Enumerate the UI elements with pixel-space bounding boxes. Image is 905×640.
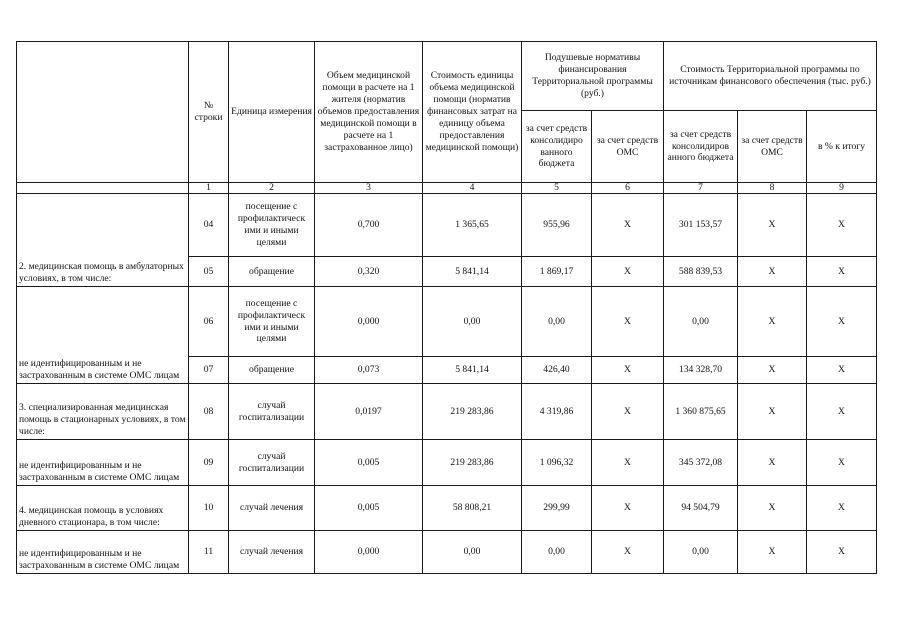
cell-budget-cost: 134 328,70 bbox=[664, 357, 738, 384]
cell-budget-per-capita: 0,00 bbox=[522, 531, 592, 574]
cell-cost-unit: 1 365,65 bbox=[423, 194, 522, 257]
header-empty bbox=[17, 42, 189, 183]
cell-volume: 0,000 bbox=[315, 531, 423, 574]
cell-budget-cost: 301 153,57 bbox=[664, 194, 738, 257]
row-number: 09 bbox=[189, 440, 229, 486]
row-unit: случай лечения bbox=[229, 531, 315, 574]
header-consolidated-budget-5: за счет средств консолидиро ванного бюджета bbox=[522, 111, 592, 183]
cell-budget-cost: 0,00 bbox=[664, 531, 738, 574]
cell-percent: X bbox=[807, 287, 877, 357]
cell-cost-unit: 5 841,14 bbox=[423, 257, 522, 287]
cell-budget-cost: 94 504,79 bbox=[664, 486, 738, 531]
header-oms-6: за счет средств ОМС bbox=[592, 111, 664, 183]
index-cell: 9 bbox=[807, 183, 877, 194]
header-program-cost: Стоимость Территориальной программы по источникам финансового обеспечения (тыс. руб.) bbox=[664, 42, 877, 111]
index-cell: 2 bbox=[229, 183, 315, 194]
row-unit: обращение bbox=[229, 357, 315, 384]
cell-percent: X bbox=[807, 440, 877, 486]
cell-percent: X bbox=[807, 194, 877, 257]
table-row bbox=[17, 287, 877, 357]
cell-oms-cost: X bbox=[738, 384, 807, 440]
cell-oms-cost: X bbox=[738, 440, 807, 486]
cell-budget-cost: 345 372,08 bbox=[664, 440, 738, 486]
row-description: 2. медицинская помощь в амбулаторных условиях, в том числе: bbox=[17, 194, 189, 287]
row-unit: обращение bbox=[229, 257, 315, 287]
index-cell: 6 bbox=[592, 183, 664, 194]
table-row bbox=[17, 531, 877, 574]
row-number: 04 bbox=[189, 194, 229, 257]
table-row bbox=[17, 384, 877, 440]
row-number: 05 bbox=[189, 257, 229, 287]
cell-oms-cost: X bbox=[738, 357, 807, 384]
cell-budget-per-capita: 1 869,17 bbox=[522, 257, 592, 287]
cell-cost-unit: 0,00 bbox=[423, 531, 522, 574]
cell-volume: 0,700 bbox=[315, 194, 423, 257]
column-index-row bbox=[17, 183, 877, 194]
cell-percent: X bbox=[807, 531, 877, 574]
cell-budget-per-capita: 0,00 bbox=[522, 287, 592, 357]
row-number: 11 bbox=[189, 531, 229, 574]
cell-oms-cost: X bbox=[738, 194, 807, 257]
row-description: 4. медицинская помощь в условиях дневного стационара, в том числе: bbox=[17, 486, 189, 531]
row-number: 07 bbox=[189, 357, 229, 384]
cell-budget-per-capita: 955,96 bbox=[522, 194, 592, 257]
row-unit: посещение с профилактическ ими и иными целями bbox=[229, 287, 315, 357]
cell-budget-per-capita: 426,40 bbox=[522, 357, 592, 384]
cell-cost-unit: 5 841,14 bbox=[423, 357, 522, 384]
row-description: не идентифицированным и не застрахованным в системе ОМС лицам bbox=[17, 287, 189, 384]
row-number: 10 bbox=[189, 486, 229, 531]
cell-volume: 0,073 bbox=[315, 357, 423, 384]
cell-volume: 0,000 bbox=[315, 287, 423, 357]
header-cost-unit: Стоимость единицы объема медицинской помощи (норматив финансовых затрат на единицу объема предоставления медицинской помощи) bbox=[423, 42, 522, 183]
cell-cost-unit: 219 283,86 bbox=[423, 440, 522, 486]
cell-budget-per-capita: 299,99 bbox=[522, 486, 592, 531]
cell-cost-unit: 0,00 bbox=[423, 287, 522, 357]
row-unit: случай лечения bbox=[229, 486, 315, 531]
row-description: 3. специализированная медицинская помощь в стационарных условиях, в том числе: bbox=[17, 384, 189, 440]
cell-oms-cost: X bbox=[738, 486, 807, 531]
cell-oms-cost: X bbox=[738, 287, 807, 357]
cell-percent: X bbox=[807, 384, 877, 440]
header-row-no: № строки bbox=[189, 42, 229, 183]
cell-budget-cost: 0,00 bbox=[664, 287, 738, 357]
cell-oms-cost: X bbox=[738, 531, 807, 574]
index-cell: 5 bbox=[522, 183, 592, 194]
budget-table bbox=[16, 41, 877, 574]
table-row bbox=[17, 486, 877, 531]
index-cell-empty bbox=[17, 183, 189, 194]
cell-oms-per-capita: X bbox=[592, 257, 664, 287]
header-percent: в % к итогу bbox=[807, 111, 877, 183]
cell-budget-per-capita: 1 096,32 bbox=[522, 440, 592, 486]
cell-budget-cost: 588 839,53 bbox=[664, 257, 738, 287]
cell-oms-per-capita: X bbox=[592, 357, 664, 384]
cell-oms-per-capita: X bbox=[592, 440, 664, 486]
cell-oms-per-capita: X bbox=[592, 194, 664, 257]
row-number: 06 bbox=[189, 287, 229, 357]
row-unit: случай госпитализации bbox=[229, 440, 315, 486]
row-unit: посещение с профилактическ ими и иными целями bbox=[229, 194, 315, 257]
cell-volume: 0,005 bbox=[315, 440, 423, 486]
header-consolidated-budget-7: за счет средств консолидиров анного бюджета bbox=[664, 111, 738, 183]
index-cell: 3 bbox=[315, 183, 423, 194]
header-oms-8: за счет средств ОМС bbox=[738, 111, 807, 183]
cell-percent: X bbox=[807, 486, 877, 531]
row-number: 08 bbox=[189, 384, 229, 440]
table-row bbox=[17, 194, 877, 257]
cell-budget-per-capita: 4 319,86 bbox=[522, 384, 592, 440]
cell-percent: X bbox=[807, 357, 877, 384]
cell-oms-cost: X bbox=[738, 257, 807, 287]
cell-oms-per-capita: X bbox=[592, 486, 664, 531]
cell-oms-per-capita: X bbox=[592, 531, 664, 574]
cell-oms-per-capita: X bbox=[592, 287, 664, 357]
table-row bbox=[17, 440, 877, 486]
index-cell: 1 bbox=[189, 183, 229, 194]
index-cell: 8 bbox=[738, 183, 807, 194]
header-per-capita: Подушевые нормативы финансирования Территориальной программы (руб.) bbox=[522, 42, 664, 111]
cell-volume: 0,005 bbox=[315, 486, 423, 531]
cell-cost-unit: 219 283,86 bbox=[423, 384, 522, 440]
header-volume: Объем медицинской помощи в расчете на 1 жителя (норматив объемов предоставления медицинской помощи в расчете на 1 застрахованное лицо) bbox=[315, 42, 423, 183]
row-description: не идентифицированным и не застрахованным в системе ОМС лицам bbox=[17, 440, 189, 486]
index-cell: 4 bbox=[423, 183, 522, 194]
row-unit: случай госпитализации bbox=[229, 384, 315, 440]
cell-budget-cost: 1 360 875,65 bbox=[664, 384, 738, 440]
header-unit: Единица измерения bbox=[229, 42, 315, 183]
cell-volume: 0,0197 bbox=[315, 384, 423, 440]
index-cell: 7 bbox=[664, 183, 738, 194]
cell-oms-per-capita: X bbox=[592, 384, 664, 440]
row-description: не идентифицированным и не застрахованным в системе ОМС лицам bbox=[17, 531, 189, 574]
cell-cost-unit: 58 808,21 bbox=[423, 486, 522, 531]
cell-percent: X bbox=[807, 257, 877, 287]
cell-volume: 0,320 bbox=[315, 257, 423, 287]
